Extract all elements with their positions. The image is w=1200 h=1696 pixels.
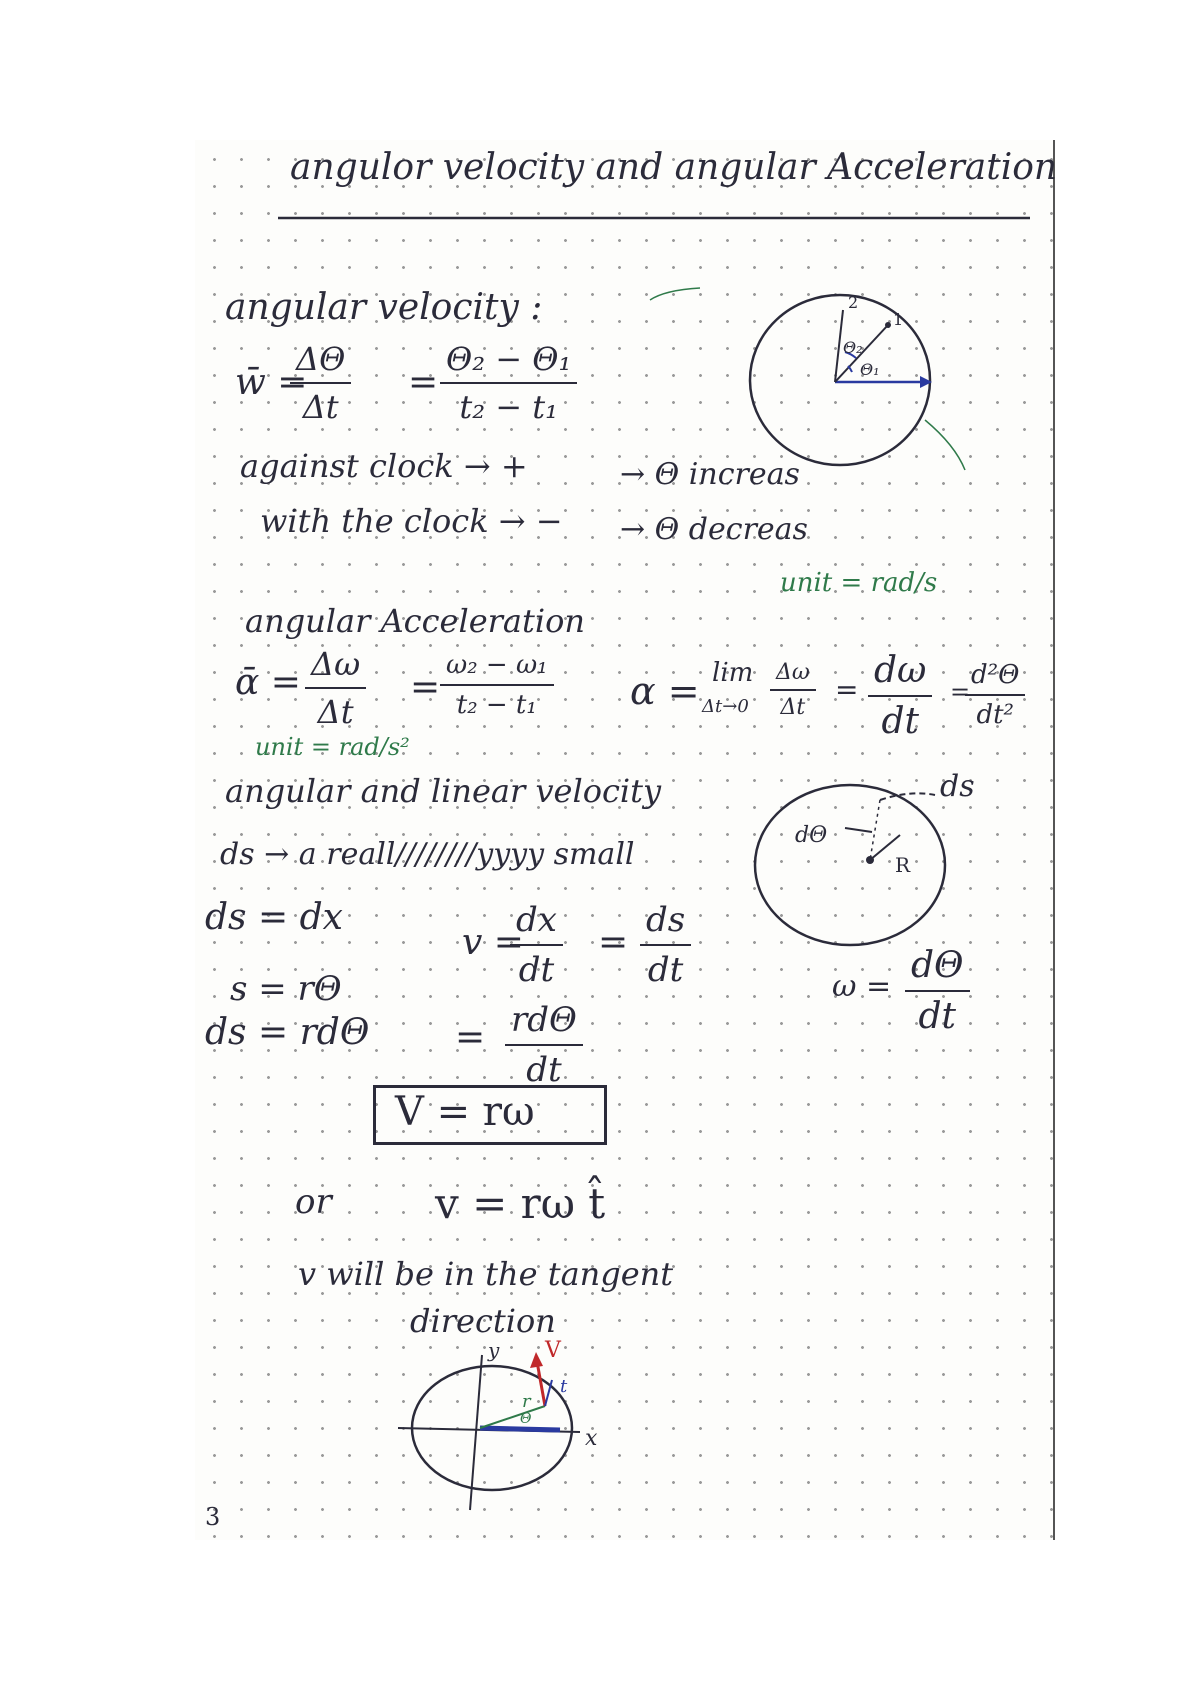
theta-label: Θ (520, 1411, 532, 1427)
avg-angular-velocity-lhs: w̄ = (235, 362, 308, 403)
ds-small-definition: ds → a reall////////yyyy small (220, 837, 635, 872)
section-heading-angular-acceleration: angular Acceleration (245, 602, 585, 640)
fraction-numerator: Δω (770, 660, 816, 691)
omega-lhs: ω = (832, 969, 892, 1004)
radius-label: r (522, 1391, 531, 1412)
page-number: 3 (205, 1503, 221, 1531)
boxed-formula: V = rω (395, 1089, 535, 1135)
fraction-numerator: ds (640, 900, 691, 946)
equals-sign: = (835, 673, 859, 706)
fraction-denominator: t₂ − t₁ (459, 388, 558, 426)
fraction-numerator: d²Θ (965, 660, 1025, 696)
equals-sign: = (598, 922, 629, 963)
fraction-denominator: Δt (302, 388, 339, 426)
tangent-label: t (560, 1376, 568, 1397)
fraction-numerator: ω₂ − ω₁ (440, 650, 554, 686)
with-clock-line: with the clock → − (260, 502, 563, 540)
fraction-denominator: dt (518, 950, 555, 990)
section-heading-angular-and-linear-velocity: angular and linear velocity (225, 772, 662, 810)
fraction-denominator: dt (881, 701, 919, 742)
arc-length-equation: s = rΘ (230, 969, 342, 1009)
equals-sign: = (455, 1017, 486, 1058)
equals-sign: = (408, 362, 439, 403)
equals-sign: = (950, 678, 971, 706)
point-2-label: 2 (848, 293, 859, 312)
or-word: or (295, 1182, 332, 1222)
fraction-numerator: Θ₂ − Θ₁ (440, 340, 577, 384)
y-axis-label: y (488, 1338, 500, 1362)
angular-velocity-unit: unit = rad/s (780, 568, 938, 598)
page-title: angulor velocity and angular Acceleration (290, 147, 1058, 188)
ds-label: ds (940, 769, 975, 804)
fraction-denominator: dt (526, 1050, 562, 1090)
velocity-label: V (545, 1338, 561, 1363)
point-1-label: 1 (893, 310, 904, 329)
velocity-lhs: v = (462, 922, 524, 963)
ds-equals-dx: ds = dx (205, 897, 343, 938)
equals-sign: = (410, 667, 441, 708)
theta2-label: Θ₂ (843, 338, 863, 357)
with-clock-result: → Θ decreas (620, 512, 808, 547)
dtheta-label: dΘ (795, 823, 828, 848)
fraction-numerator: rdΘ (505, 1000, 583, 1046)
fraction-numerator: dx (510, 900, 563, 946)
tangent-statement-line1: v will be in the tangent (298, 1255, 674, 1293)
ds-equals-r-dtheta: ds = rdΘ (205, 1012, 370, 1053)
fraction-denominator: dt (647, 950, 684, 990)
fraction-denominator: Δt (780, 695, 806, 720)
radius-label: R (895, 853, 911, 877)
alpha-lhs: α = (630, 669, 700, 713)
against-clock-line: against clock → + (240, 447, 528, 485)
fraction-denominator: dt (918, 996, 957, 1037)
tangent-statement-line2: direction (410, 1302, 556, 1340)
angular-acceleration-unit: unit = rad/s² (255, 733, 410, 761)
section-heading-angular-velocity: angular velocity : (225, 287, 543, 328)
fraction-denominator: dt² (976, 700, 1014, 730)
x-axis-label: x (585, 1426, 598, 1451)
fraction-numerator: dω (868, 650, 932, 697)
theta1-label: Θ₁ (860, 360, 880, 379)
fraction-denominator: Δt (317, 693, 354, 731)
vector-velocity-equation: v = rω t̂ (435, 1179, 606, 1228)
fraction-numerator: Δω (305, 645, 366, 689)
fraction-denominator: t₂ − t₁ (456, 690, 537, 720)
fraction-numerator: dΘ (905, 945, 970, 992)
avg-angular-acceleration-lhs: ᾱ = (235, 662, 301, 703)
limit-condition: Δt→0 (702, 696, 749, 717)
fraction-numerator: ΔΘ (290, 340, 351, 384)
limit-word: lim (712, 658, 754, 688)
against-clock-result: → Θ increas (620, 457, 800, 492)
